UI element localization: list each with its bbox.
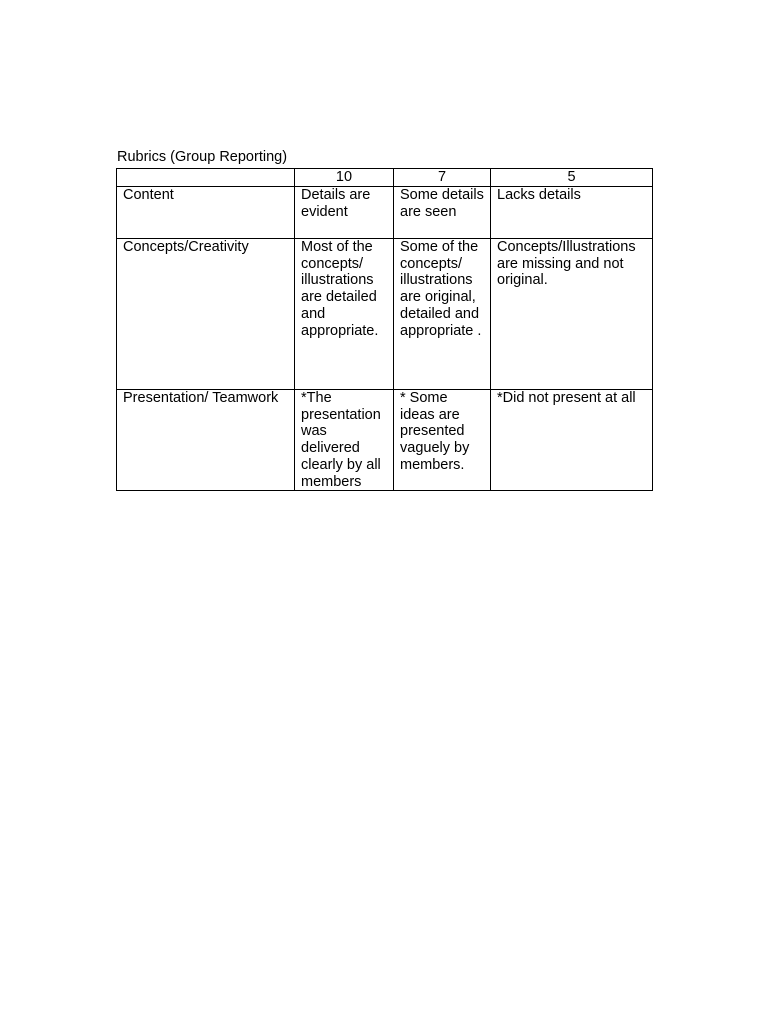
score-7-text: Some of the concepts/ illustrations are original, detailed and appropriate .: [400, 239, 482, 339]
score-10-cell: [295, 390, 394, 491]
score-5-cell: [491, 239, 653, 390]
score-10-cell: [295, 239, 394, 390]
score-7-cell: [394, 390, 491, 491]
criterion-label: Concepts/Creativity: [123, 239, 249, 255]
criterion-label: Content: [123, 187, 174, 203]
score-7-cell: [394, 239, 491, 390]
table-row: [117, 239, 653, 390]
score-10-text: Most of the concepts/ illustrations are detailed and appropriate.: [301, 239, 379, 339]
criterion-cell: [117, 390, 295, 491]
table-row: [117, 187, 653, 239]
score-5-cell: [491, 390, 653, 491]
table-header-row: [117, 169, 653, 187]
score-5-text: Concepts/Illustrations are missing and not original.: [497, 239, 636, 289]
table-row: [117, 390, 653, 491]
criterion-cell: [117, 239, 295, 390]
score-10-text: *The presentation was delivered clearly by all members: [301, 390, 381, 490]
score-10-cell: [295, 187, 394, 239]
score-7-text: Some details are seen: [400, 187, 484, 220]
score-10-text: Details are evident: [301, 187, 371, 220]
header-cell-criterion: [117, 169, 295, 187]
document-title: Rubrics (Group Reporting): [117, 149, 288, 165]
criterion-label: Presentation/ Teamwork: [123, 390, 279, 406]
header-cell-score-10: 10: [295, 169, 394, 187]
score-5-text: Lacks details: [497, 187, 581, 203]
score-5-cell: [491, 187, 653, 239]
rubric-table: [116, 168, 653, 491]
header-cell-score-7: 7: [394, 169, 491, 187]
criterion-cell: [117, 187, 295, 239]
header-cell-score-5: 5: [491, 169, 653, 187]
score-7-cell: [394, 187, 491, 239]
score-7-text: * Some ideas are presented vaguely by members.: [400, 390, 470, 473]
score-5-text: *Did not present at all: [497, 390, 636, 406]
